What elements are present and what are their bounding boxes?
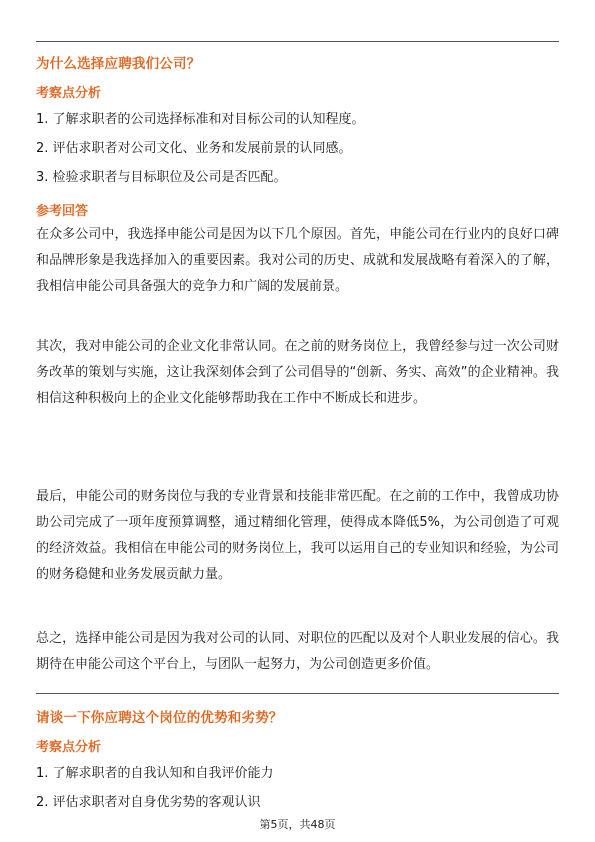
analysis-item: 1. 了解求职者的自我认知和自我评价能力	[36, 766, 274, 781]
analysis-item: 2. 评估求职者对公司文化、业务和发展前景的认同感。	[36, 141, 352, 156]
section-divider	[36, 693, 559, 694]
page-number: 第5页，共48页	[259, 818, 336, 831]
answer-paragraph: 总之，选择申能公司是因为我对公司的认同、对职位的匹配以及对个人职业发展的信心。我期待在申能公司这个平台上，与团队一起努力，为公司创造更多价值。	[36, 631, 559, 672]
answer-paragraph: 在众多公司中，我选择申能公司是因为以下几个原因。首先，申能公司在行业内的良好口碑和品牌形象是我选择加入的重要因素。我对公司的历史、成就和发展战略有着深入的了解，我相信申能公司具备强大的竞争力和广阔的发展前景。	[36, 227, 559, 294]
top-divider	[36, 41, 559, 42]
analysis-item: 1. 了解求职者的公司选择标准和对目标公司的认知程度。	[36, 112, 365, 127]
answer-paragraph: 其次，我对申能公司的企业文化非常认同。在之前的财务岗位上，我曾经参与过一次公司财务改革的策划与实施，这让我深刻体会到了公司倡导的“创新、务实、高效”的企业精神。我相信这种积极向上的企业文化能够帮助我在工作中不断成长和进步。	[36, 339, 559, 406]
answer-heading: 参考回答	[36, 204, 89, 219]
analysis-heading: 考察点分析	[36, 86, 102, 101]
answer-paragraph: 最后，申能公司的财务岗位与我的专业背景和技能非常匹配。在之前的工作中，我曾成功协助公司完成了一项年度预算调整，通过精细化管理，使得成本降低5%，为公司创造了可观的经济效益。我相信在申能公司的财务岗位上，我可以运用自己的专业知识和经验，为公司的财务稳健和业务发展贡献力量。	[36, 489, 559, 582]
question-title: 为什么选择应聘我们公司？	[36, 56, 201, 72]
analysis-heading: 考察点分析	[36, 740, 102, 755]
analysis-item: 2. 评估求职者对自身优劣势的客观认识	[36, 795, 261, 810]
analysis-item: 3. 检验求职者与目标职位及公司是否匹配。	[36, 170, 287, 185]
question-title: 请谈一下你应聘这个岗位的优势和劣势？	[36, 710, 283, 726]
